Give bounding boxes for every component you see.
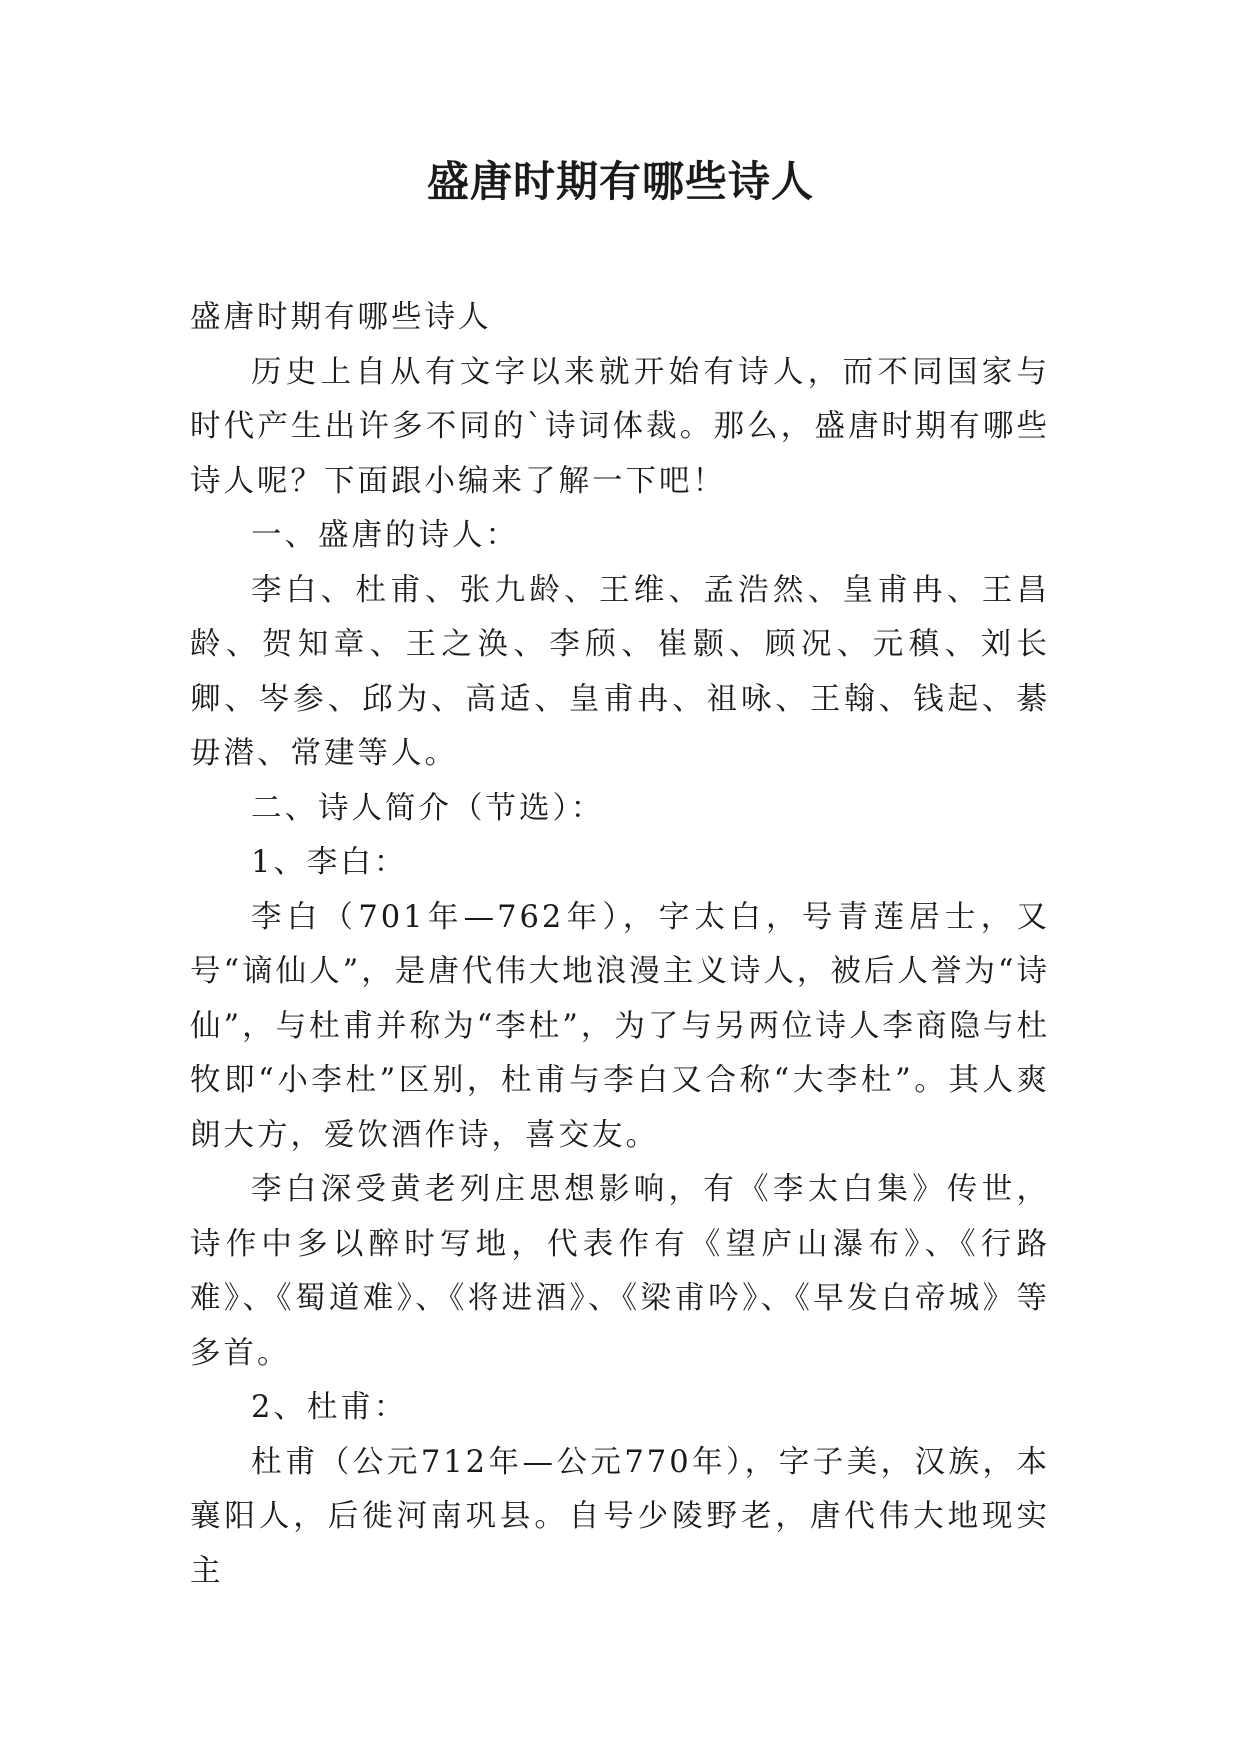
section-heading-profiles: 二、诗人简介（节选）： xyxy=(251,790,605,826)
document-title: 盛唐时期有哪些诗人 xyxy=(426,157,814,206)
subheading-li-bai: 1、李白： xyxy=(251,845,408,880)
subheading-du-fu: 2、杜甫： xyxy=(251,1390,408,1425)
poet-list-paragraph: 李白、杜甫、张九龄、王维、孟浩然、皇甫冉、王昌龄、贺知章、王之涣、李颀、崔颢、顾况、元稹、刘长卿、岑参、邱为、高适、皇甫冉、祖咏、王翰、钱起、綦毋潜、常建等人。 xyxy=(190,572,1050,771)
section-heading-poets: 一、盛唐的诗人： xyxy=(251,518,519,553)
li-bai-bio-paragraph: 李白（701年—762年），字太白，号青莲居士，又号“谪仙人”，是唐代伟大地浪漫主义诗人，被后人誉为“诗仙”，与杜甫并称为“李杜”，为了与另两位诗人李商隐与杜牧即“小李杜”区别，杜甫与李白又合称“大李杜”。其人爽朗大方，爱饮酒作诗，喜交友。 xyxy=(190,899,1050,1153)
body-heading: 盛唐时期有哪些诗人 xyxy=(190,300,492,335)
li-bai-works-paragraph: 李白深受黄老列庄思想影响，有《李太白集》传世，诗作中多以醉时写地，代表作有《望庐山瀑布》、《行路难》、《蜀道难》、《将进酒》、《梁甫吟》、《早发白帝城》等多首。 xyxy=(190,1172,1050,1371)
document-body xyxy=(190,291,1050,1599)
du-fu-bio-paragraph: 杜甫（公元712年—公元770年），字子美，汉族，本襄阳人，后徙河南巩县。自号少陵野老，唐代伟大地现实主 xyxy=(190,1444,1050,1589)
intro-paragraph: 历史上自从有文字以来就开始有诗人，而不同国家与时代产生出许多不同的`诗词体裁。那么，盛唐时期有哪些诗人呢？下面跟小编来了解一下吧！ xyxy=(190,354,1050,499)
